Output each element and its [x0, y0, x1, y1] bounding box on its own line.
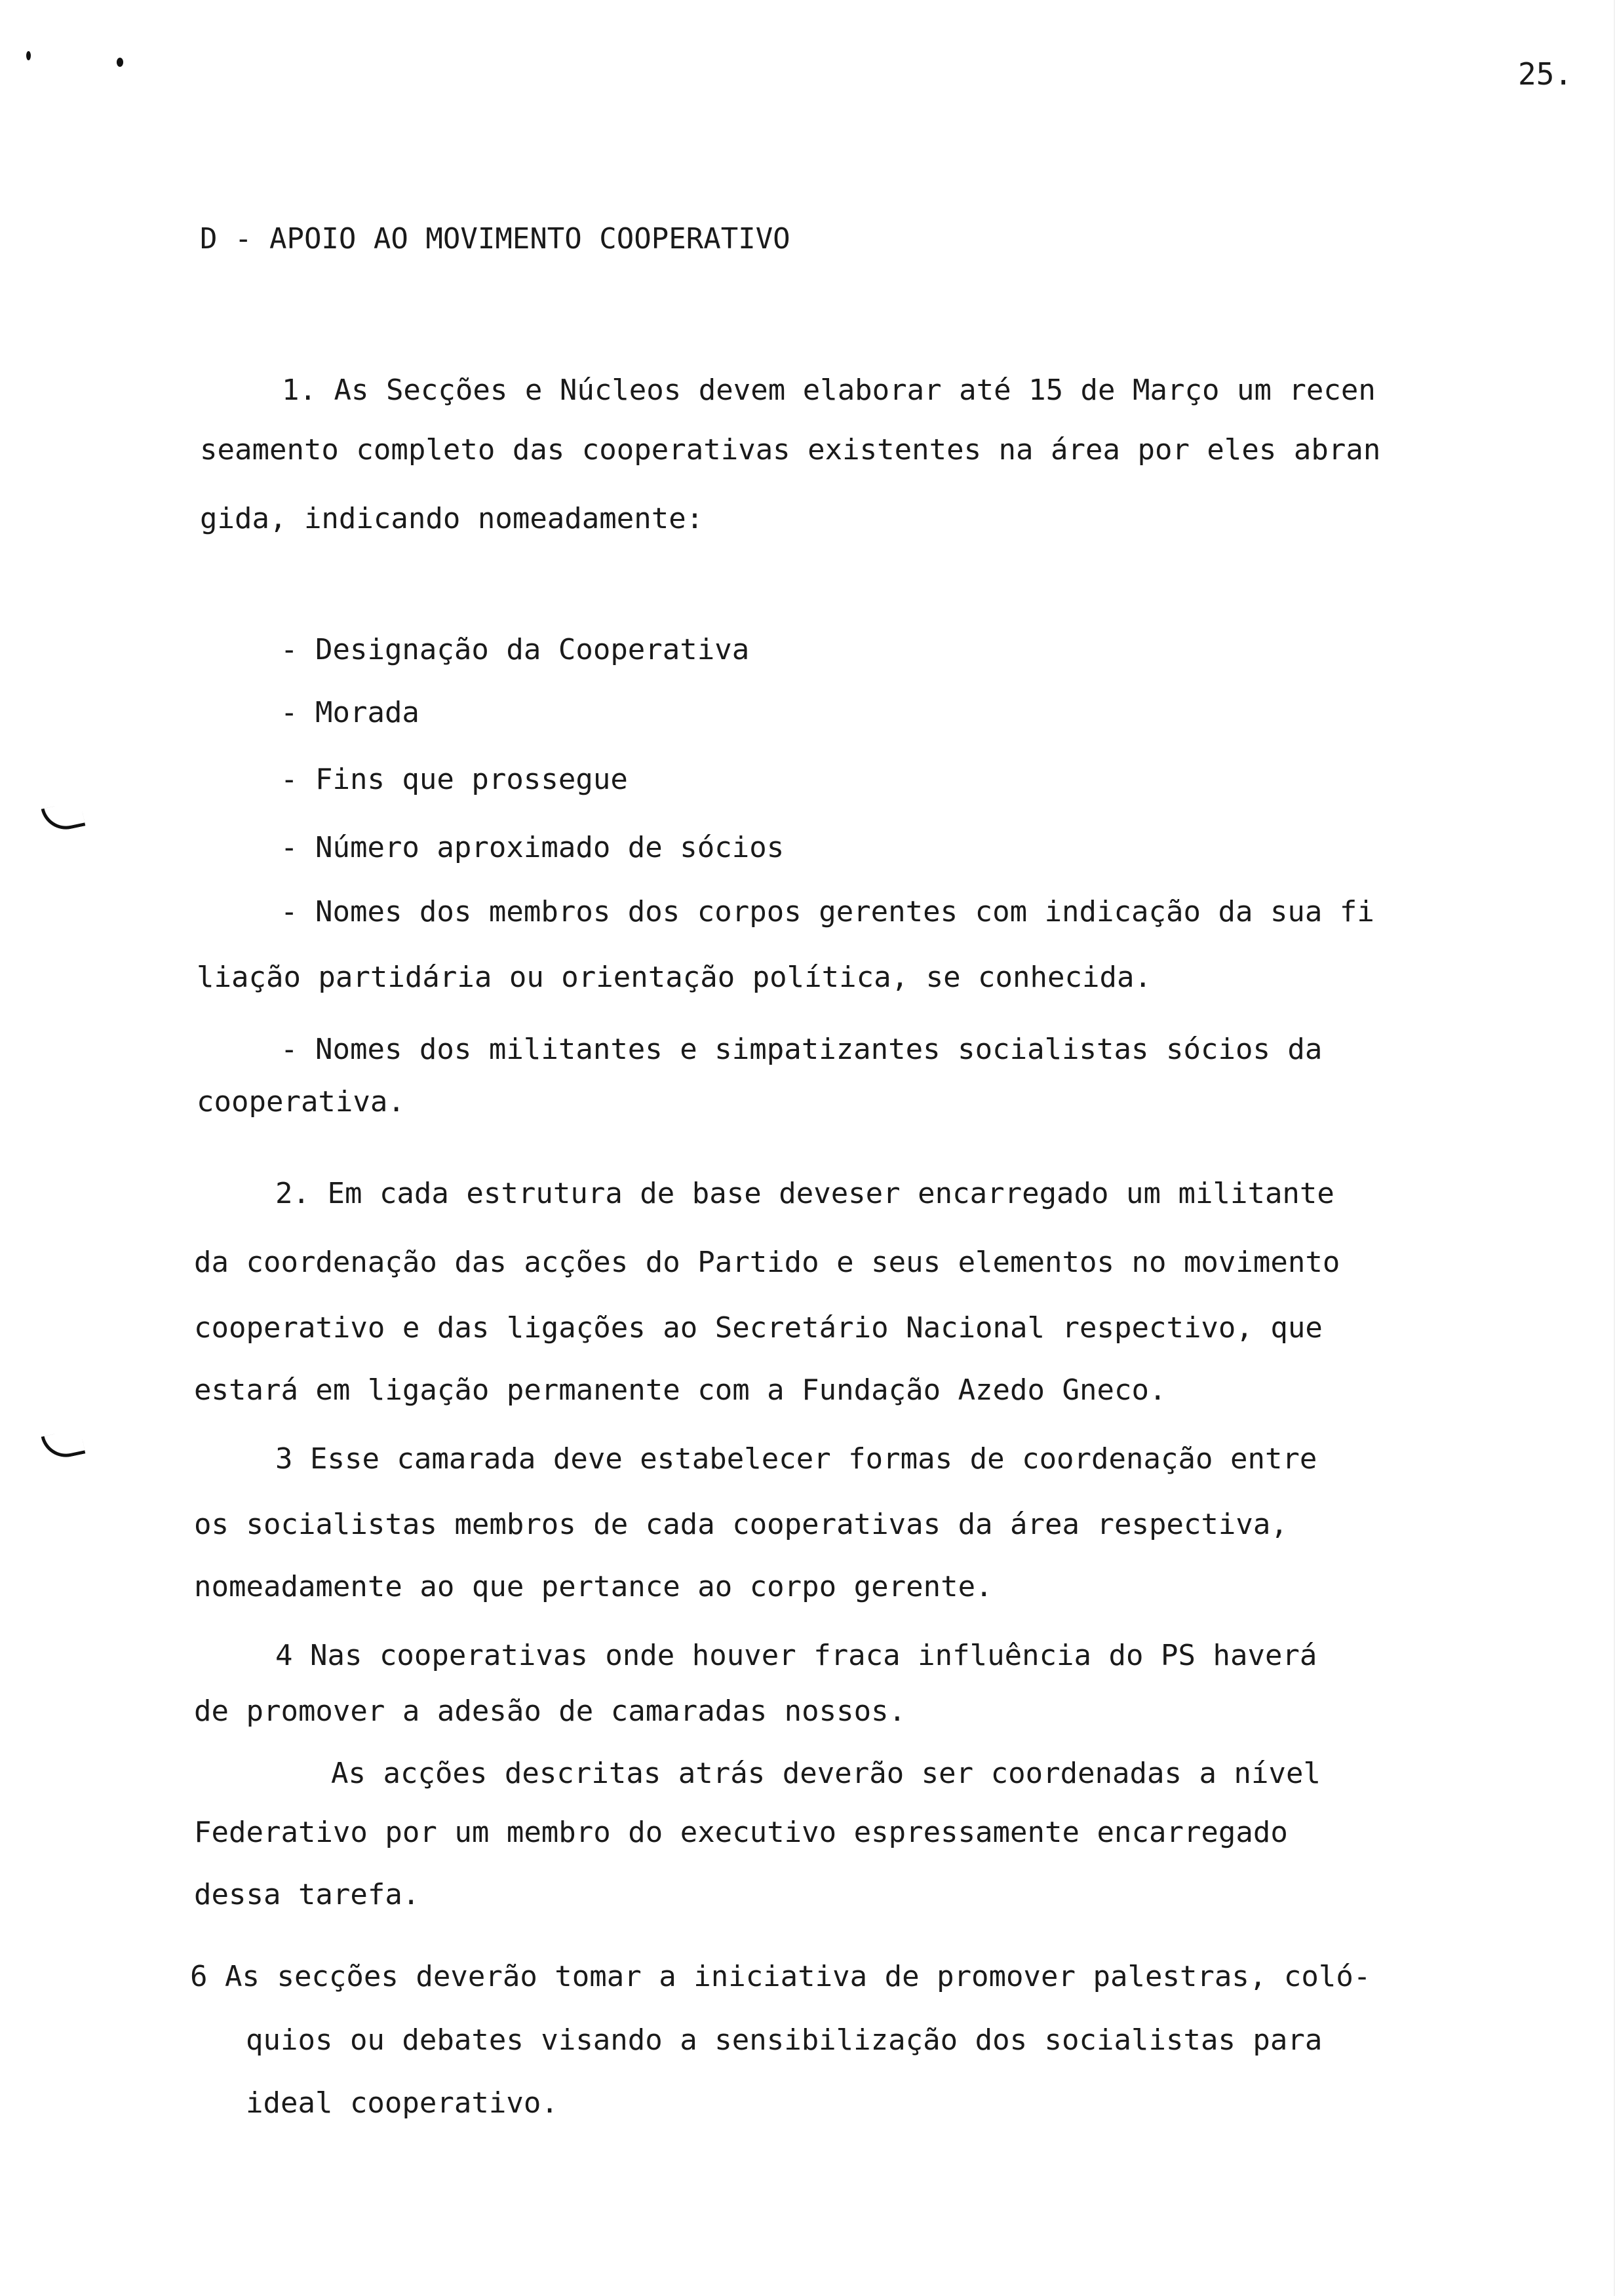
text-line: de promover a adesão de camaradas nossos.: [194, 1694, 906, 1728]
text-line: quios ou debates visando a sensibilização dos socialistas para: [246, 2023, 1323, 2057]
text-line: estará em ligação permanente com a Fundação Azedo Gneco.: [194, 1373, 1167, 1407]
list-item: - Morada: [281, 696, 419, 729]
section-heading: D - APOIO AO MOVIMENTO COOPERATIVO: [200, 222, 790, 256]
list-item: - Nomes dos membros dos corpos gerentes com indicação da sua fi: [281, 895, 1374, 928]
text-line: liação partidária ou orientação política, se conhecida.: [197, 961, 1152, 994]
text-line: gida, indicando nomeadamente:: [200, 502, 704, 535]
list-item: - Fins que prossegue: [281, 763, 628, 796]
text-line: nomeadamente ao que pertance ao corpo gerente.: [194, 1570, 993, 1603]
scan-speck-1: [26, 51, 31, 60]
text-line: 6 As secções deverão tomar a iniciativa de promover palestras, coló-: [190, 1960, 1371, 1993]
text-line: cooperativo e das ligações ao Secretário Nacional respectivo, que: [194, 1311, 1323, 1345]
scan-speck-2: [117, 58, 123, 67]
text-line: 1. As Secções e Núcleos devem elaborar até 15 de Março um recen: [282, 373, 1376, 407]
text-line: seamento completo das cooperativas existentes na área por eles abran: [200, 433, 1381, 467]
page-number: 25.: [1518, 56, 1573, 92]
punch-mark-1: [41, 801, 86, 834]
text-line: os socialistas membros de cada cooperativas da área respectiva,: [194, 1508, 1288, 1541]
text-line: Federativo por um membro do executivo espressamente encarregado: [194, 1816, 1288, 1849]
text-line: da coordenação das acções do Partido e seus elementos no movimento: [194, 1246, 1340, 1279]
text-line: 2. Em cada estrutura de base deveser encarregado um militante: [275, 1177, 1334, 1210]
list-item: - Número aproximado de sócios: [281, 831, 785, 864]
list-item: - Designação da Cooperativa: [281, 633, 750, 666]
text-line: 3 Esse camarada deve estabelecer formas de coordenação entre: [275, 1442, 1317, 1476]
text-line: 4 Nas cooperativas onde houver fraca influência do PS haverá: [275, 1639, 1317, 1672]
text-line: ideal cooperativo.: [246, 2086, 558, 2120]
text-line: cooperativa.: [197, 1085, 405, 1119]
text-line: dessa tarefa.: [194, 1878, 420, 1911]
punch-mark-2: [41, 1428, 86, 1462]
list-item: - Nomes dos militantes e simpatizantes socialistas sócios da: [281, 1033, 1323, 1066]
text-line: As acções descritas atrás deverão ser coordenadas a nível: [331, 1757, 1321, 1790]
